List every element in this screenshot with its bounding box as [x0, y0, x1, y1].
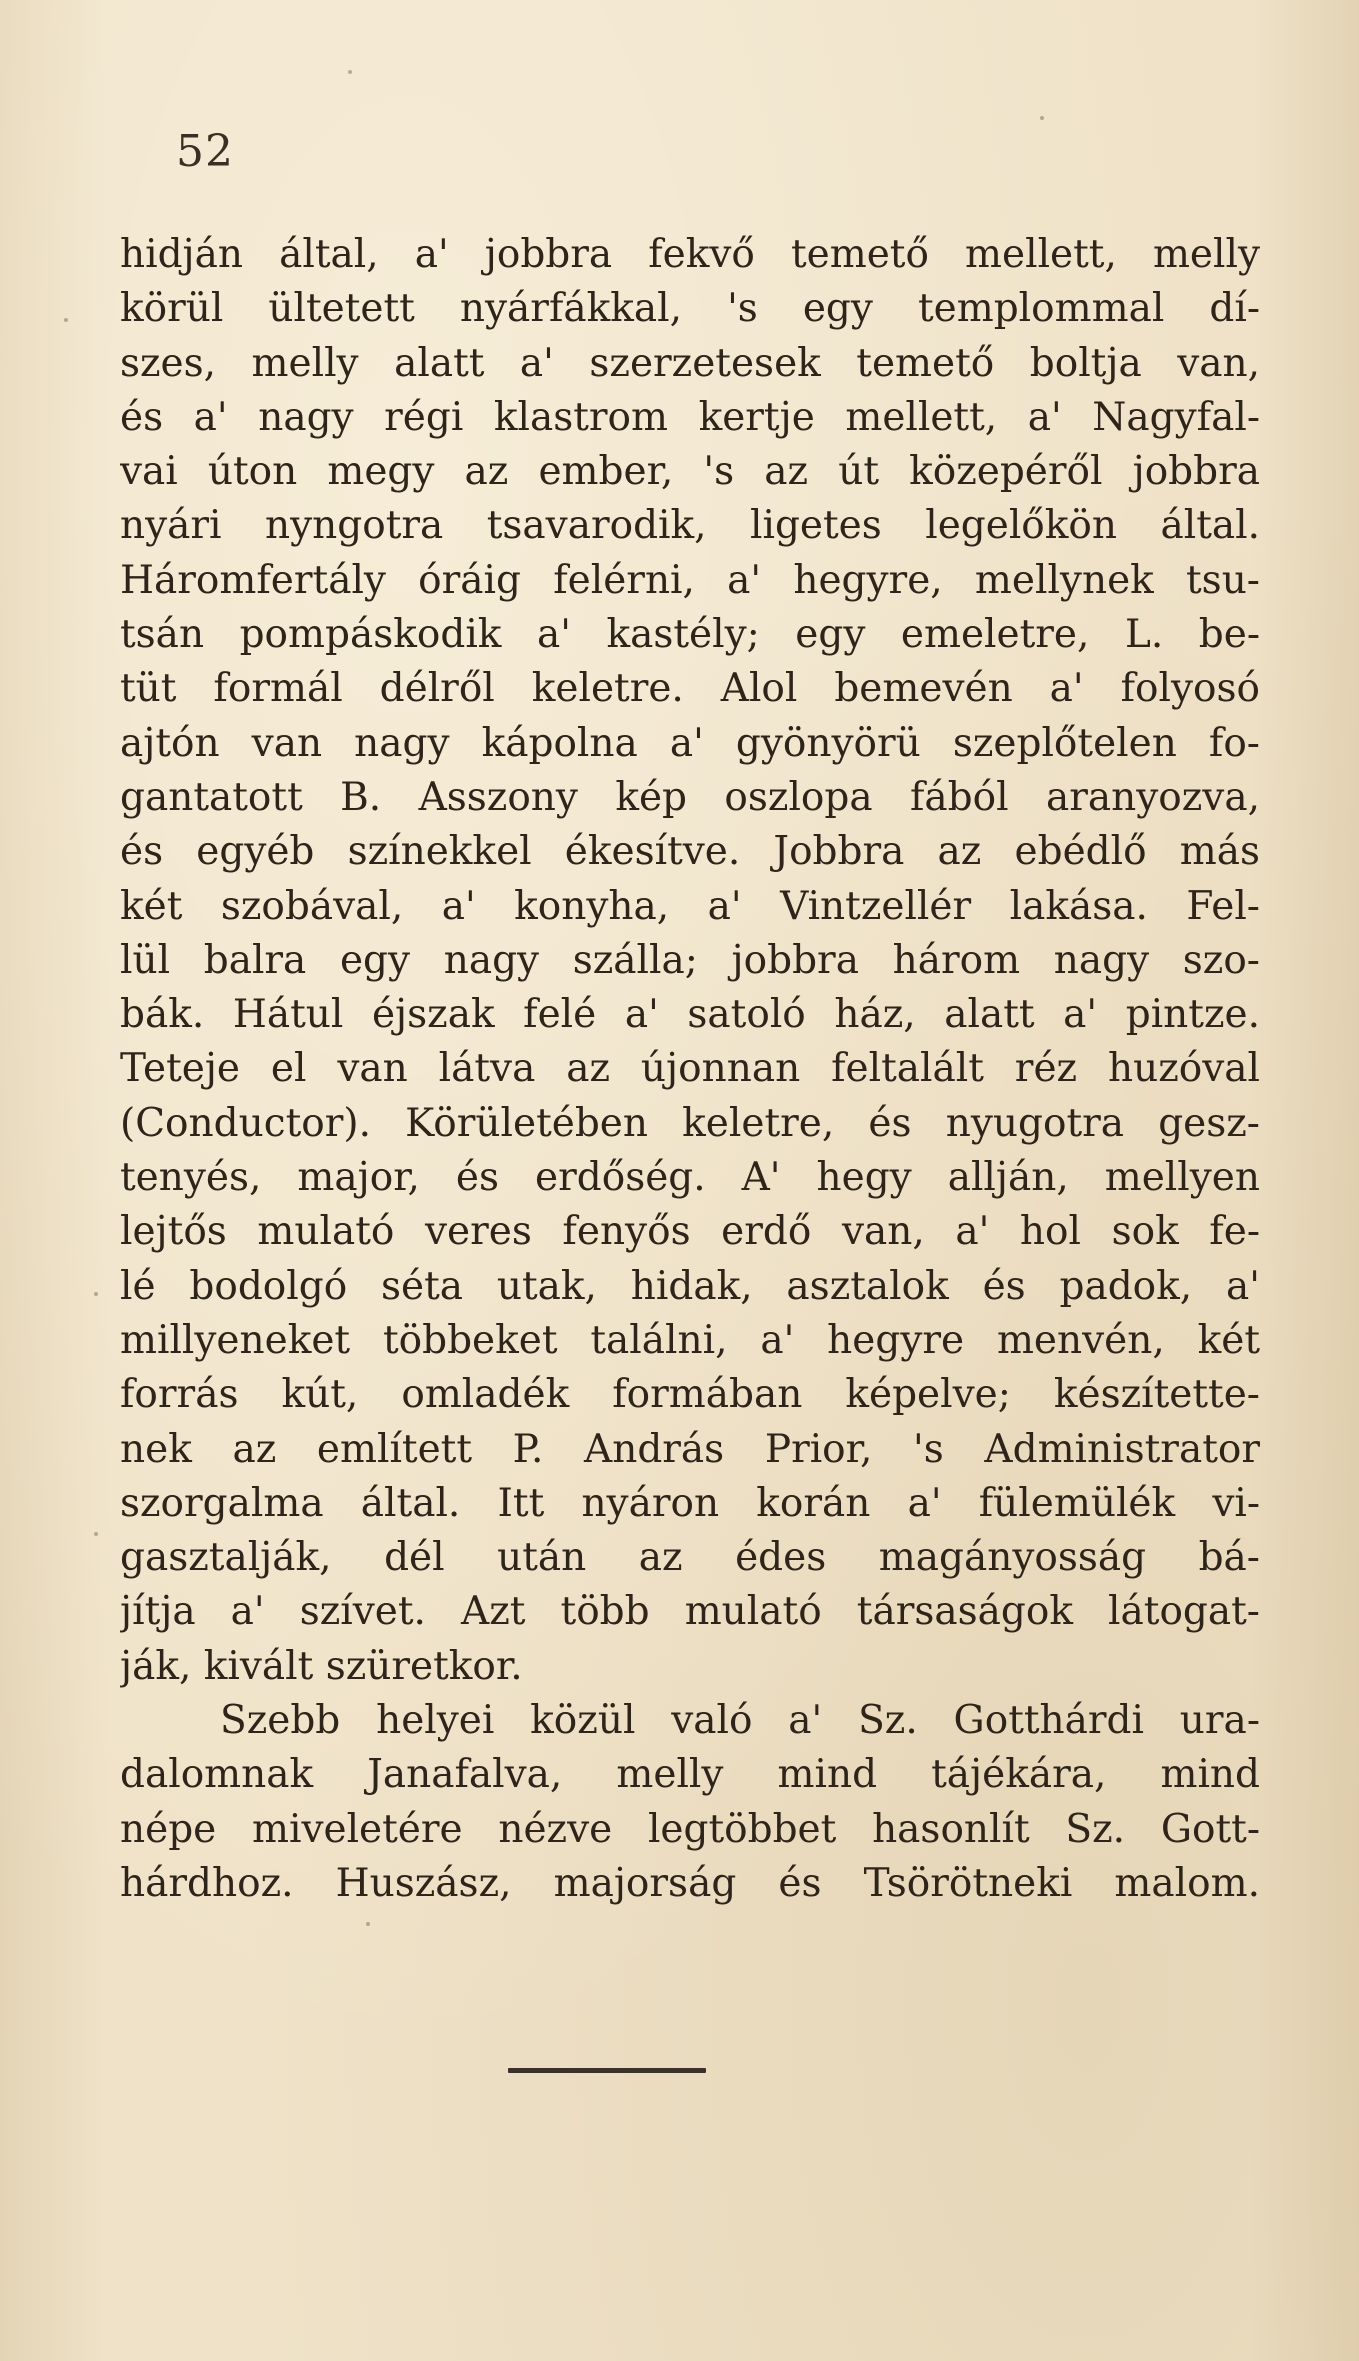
text-line: vai úton megy az ember, 's az út közepéről jobbra: [120, 449, 1260, 495]
text-line: szes, melly alatt a' szerzetesek temető boltja van,: [120, 340, 1260, 386]
text-line: Háromfertály óráig felérni, a' hegyre, mellynek tsu-: [120, 557, 1260, 603]
text-line: népe miveletére nézve legtöbbet hasonlít Sz. Gott-: [120, 1806, 1260, 1852]
text-line: millyeneket többeket találni, a' hegyre menvén, két: [120, 1317, 1260, 1363]
text-line: nyári nyngotra tsavarodik, ligetes legelőkön által.: [120, 503, 1260, 549]
ornamental-rule: [508, 2068, 706, 2073]
text-line: (Conductor). Körületében keletre, és nyugotra gesz-: [120, 1100, 1260, 1146]
text-line: körül ültetett nyárfákkal, 's egy templommal dí-: [120, 286, 1260, 332]
text-line: gasztalják, dél után az édes magányosság bá-: [120, 1535, 1260, 1581]
text-line: lejtős mulató veres fenyős erdő van, a' hol sok fe-: [120, 1209, 1260, 1255]
text-line: dalomnak Janafalva, melly mind tájékára, mind: [120, 1752, 1260, 1798]
text-line: lül balra egy nagy szálla; jobbra három nagy szo-: [120, 937, 1260, 983]
text-line: hidján által, a' jobbra fekvő temető mellett, melly: [120, 232, 1260, 277]
text-line: jítja a' szívet. Azt több mulató társaságok látogat-: [120, 1589, 1260, 1635]
text-line: gantatott B. Asszony kép oszlopa fából aranyozva,: [120, 774, 1260, 820]
text-line: lé bodolgó séta utak, hidak, asztalok és padok, a': [120, 1263, 1260, 1309]
text-line: szorgalma által. Itt nyáron korán a' fülemülék vi-: [120, 1480, 1260, 1526]
text-line: tenyés, major, és erdőség. A' hegy allján, mellyen: [120, 1155, 1260, 1201]
text-line-paragraph-start: Szebb helyei közül való a' Sz. Gotthárdi ura-: [220, 1698, 1260, 1744]
paper-speck: [94, 1292, 98, 1296]
paper-speck: [64, 318, 68, 322]
text-line: tsán pompáskodik a' kastély; egy emeletre, L. be-: [120, 612, 1260, 658]
text-line: és a' nagy régi klastrom kertje mellett, a' Nagyfal-: [120, 394, 1260, 440]
paper-speck: [1040, 116, 1044, 120]
body-text: [120, 228, 1260, 1911]
text-line-paragraph-end: ják, kivált szüretkor.: [120, 1643, 523, 1689]
paper-speck: [366, 1922, 370, 1926]
text-line: bák. Hátul éjszak felé a' satoló ház, alatt a' pintze.: [120, 992, 1260, 1038]
page-number: 52: [176, 126, 234, 177]
text-line: nek az említett P. András Prior, 's Administrator: [120, 1426, 1260, 1472]
text-line: Teteje el van látva az újonnan feltalált réz huzóval: [120, 1046, 1260, 1092]
text-line: forrás kút, omladék formában képelve; készítette-: [120, 1372, 1260, 1418]
text-line: két szobával, a' konyha, a' Vintzellér lakása. Fel-: [120, 883, 1260, 929]
paper-speck: [348, 70, 352, 74]
paper-speck: [94, 1532, 98, 1536]
text-line: és egyéb színekkel ékesítve. Jobbra az ebédlő más: [120, 829, 1260, 875]
text-line: tüt formál délről keletre. Alol bemevén a' folyosó: [120, 666, 1260, 712]
text-line: hárdhoz. Huszász, majorság és Tsörötneki malom.: [120, 1860, 1260, 1906]
text-line: ajtón van nagy kápolna a' gyönyörü szeplőtelen fo-: [120, 720, 1260, 766]
